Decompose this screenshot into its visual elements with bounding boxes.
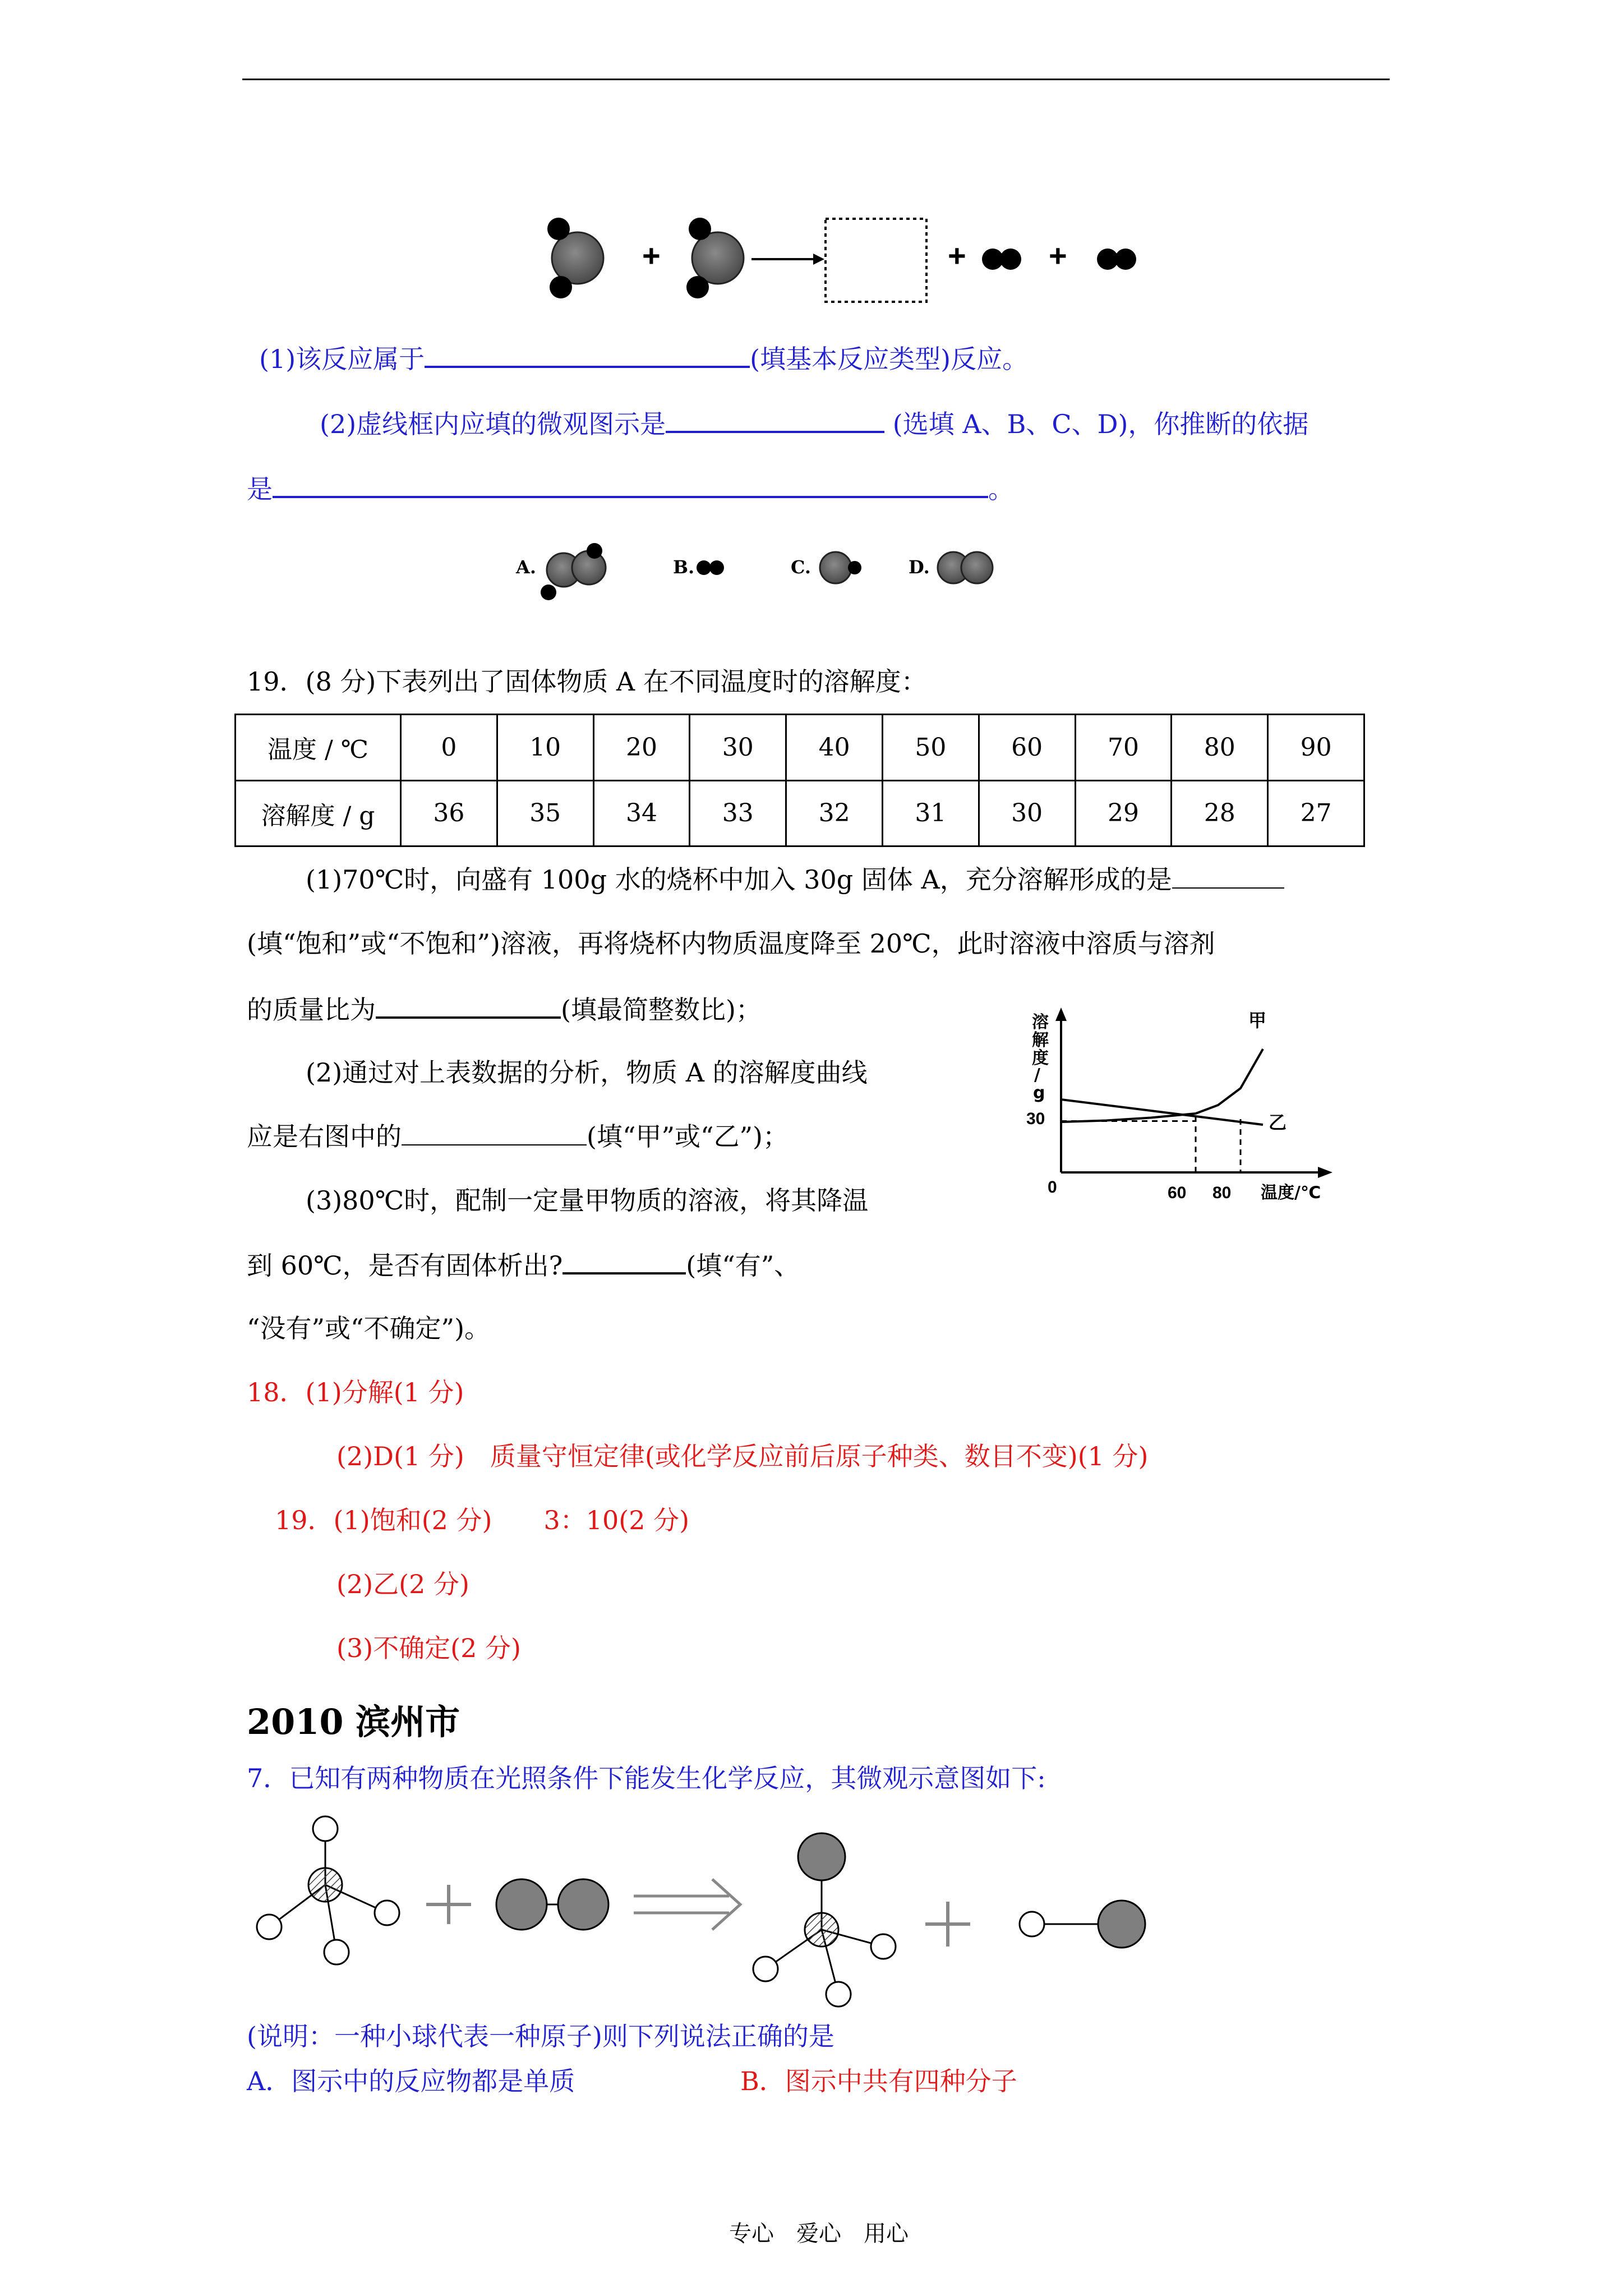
- blank-choice[interactable]: [666, 406, 884, 433]
- ylabel-char-5: g: [1033, 1083, 1045, 1103]
- page-footer: 专心 爱心 用心: [729, 2221, 909, 2247]
- table-cell: 0: [401, 715, 497, 781]
- ylabel-char-2: 解: [1032, 1030, 1049, 1050]
- table-cell: 30: [979, 780, 1075, 846]
- q19-part4: (2)通过对上表数据的分析，物质 A 的溶解度曲线: [306, 1057, 868, 1088]
- q19-part8: “没有”或“不确定”)。: [247, 1313, 491, 1343]
- ylabel-char-1: 溶: [1032, 1013, 1049, 1032]
- table-cell: 29: [1075, 780, 1172, 846]
- blank-curve[interactable]: [402, 1120, 587, 1145]
- q18-part1: (1)该反应属于 (填基本反应类型)反应。: [259, 341, 1028, 376]
- chloromethane-molecule-icon: [753, 1833, 896, 2007]
- svg-text:C.: C.: [791, 556, 811, 578]
- table-row: [236, 780, 1364, 846]
- diatomic-icon-2: [1097, 249, 1136, 270]
- y-axis-arrow: [1055, 1007, 1067, 1021]
- table-cell: 40: [786, 715, 883, 781]
- q18-part3: 是 。: [247, 471, 1014, 506]
- header-rule: [242, 79, 1390, 80]
- q19-part1: (1)70℃时，向盛有 100g 水的烧杯中加入 30g 固体 A，充分溶解形成的是: [306, 863, 1284, 896]
- table-cell: 70: [1075, 715, 1172, 781]
- section-heading: 2010 滨州市: [247, 1701, 460, 1742]
- table-cell: 27: [1268, 780, 1364, 846]
- reaction-figure-q18: [527, 208, 1155, 309]
- q18-part2: (2)虚线框内应填的微观图示是 (选填 A、B、C、D)，你推断的依据: [320, 406, 1308, 441]
- x-axis-arrow: [1318, 1167, 1332, 1178]
- answer-line-3: 19．(1)饱和(2 分) 3：10(2 分): [275, 1505, 690, 1535]
- option-b-molecule-icon: [697, 560, 724, 575]
- blank-reason[interactable]: [273, 471, 988, 498]
- table-cell: 35: [497, 780, 593, 846]
- molecule-icon-second: [686, 218, 744, 298]
- svg-text:+: +: [1049, 238, 1067, 273]
- ylabel-char-3: 度: [1032, 1048, 1049, 1068]
- options-figure: [505, 539, 1066, 606]
- table-cell: 90: [1268, 715, 1364, 781]
- option-a: A．图示中的反应物都是单质: [247, 2066, 575, 2096]
- table-header-temp: 温度 / ℃: [236, 715, 401, 781]
- plus-icon: [426, 1885, 471, 1924]
- table-cell: 31: [882, 780, 979, 846]
- option-c-molecule-icon: [820, 552, 861, 583]
- x-tick-label-60: 60: [1168, 1184, 1187, 1202]
- q7-stem: 7．已知有两种物质在光照条件下能发生化学反应，其微观示意图如下:: [247, 1763, 1046, 1793]
- plus-icon-2: [925, 1902, 970, 1947]
- blank-precipitate[interactable]: [562, 1248, 686, 1274]
- molecule-icon-left: [547, 218, 603, 298]
- blank-saturation[interactable]: [1172, 863, 1284, 889]
- svg-text:A.: A.: [516, 556, 536, 578]
- q19-part3: 的质量比为 (填最简整数比)；: [247, 992, 762, 1027]
- answer-line-2: (2)D(1 分) 质量守恒定律(或化学反应前后原子种类、数目不变)(1 分): [336, 1441, 1149, 1471]
- table-cell: 32: [786, 780, 883, 846]
- curve-jia-label: 甲: [1248, 1010, 1267, 1031]
- q19-part5: 应是右图中的 (填“甲”或“乙”)；: [247, 1120, 789, 1153]
- table-cell: 30: [690, 715, 786, 781]
- blank-reaction-type[interactable]: [425, 341, 750, 368]
- table-cell: 33: [690, 780, 786, 846]
- solubility-table: [234, 714, 1365, 847]
- table-cell: 28: [1172, 780, 1268, 846]
- svg-text:+: +: [948, 238, 966, 273]
- reaction-arrow-icon: [634, 1879, 740, 1930]
- blank-mass-ratio[interactable]: [376, 992, 561, 1019]
- table-cell: 50: [882, 715, 979, 781]
- option-b: B．图示中共有四种分子: [740, 2066, 1017, 2096]
- table-cell: 60: [979, 715, 1075, 781]
- answer-line-1: 18．(1)分解(1 分): [247, 1377, 464, 1407]
- q19-part2: (填“饱和”或“不饱和”)溶液，再将烧杯内物质温度降至 20℃，此时溶液中溶质与溶剂: [247, 928, 1215, 959]
- y-axis-label: [1032, 1013, 1049, 1103]
- table-header-solubility: 溶解度 / g: [236, 780, 401, 846]
- table-cell: 80: [1172, 715, 1268, 781]
- table-cell: 10: [497, 715, 593, 781]
- table-cell: 20: [593, 715, 690, 781]
- y-tick-label: 30: [1026, 1110, 1045, 1128]
- q7-note: (说明：一种小球代表一种原子)则下列说法正确的是: [247, 2021, 834, 2051]
- chlorine-molecule-icon: [496, 1879, 608, 1930]
- x-tick-label-80: 80: [1212, 1184, 1232, 1202]
- dotted-answer-box: [826, 219, 926, 302]
- plus-sign: +: [642, 238, 661, 273]
- hcl-molecule-icon: [1020, 1901, 1145, 1948]
- q19-title: 19．(8 分)下表列出了固体物质 A 在不同温度时的溶解度：: [247, 666, 927, 697]
- diatomic-icon-1: [982, 249, 1021, 270]
- answer-line-4: (2)乙(2 分): [336, 1569, 469, 1599]
- option-d-molecule-icon: [938, 552, 993, 583]
- q19-part7: 到 60℃，是否有固体析出? (填“有”、: [247, 1248, 800, 1282]
- svg-text:D.: D.: [909, 556, 930, 578]
- solubility-chart: [1009, 1004, 1357, 1223]
- reaction-figure-q7: [247, 1812, 1166, 2014]
- methane-molecule-icon: [257, 1816, 399, 1964]
- curve-yi-label: 乙: [1269, 1112, 1287, 1133]
- svg-text:B.: B.: [673, 556, 695, 578]
- table-row: [236, 715, 1364, 781]
- option-a-molecule-icon: [541, 543, 606, 600]
- x-axis-label: 温度/℃: [1261, 1183, 1321, 1203]
- ylabel-char-4: /: [1034, 1065, 1040, 1085]
- table-cell: 34: [593, 780, 690, 846]
- answer-line-5: (3)不确定(2 分): [336, 1633, 521, 1663]
- q19-part6: (3)80℃时，配制一定量甲物质的溶液，将其降温: [306, 1185, 869, 1216]
- x-tick-label-0: 0: [1048, 1178, 1057, 1197]
- table-cell: 36: [401, 780, 497, 846]
